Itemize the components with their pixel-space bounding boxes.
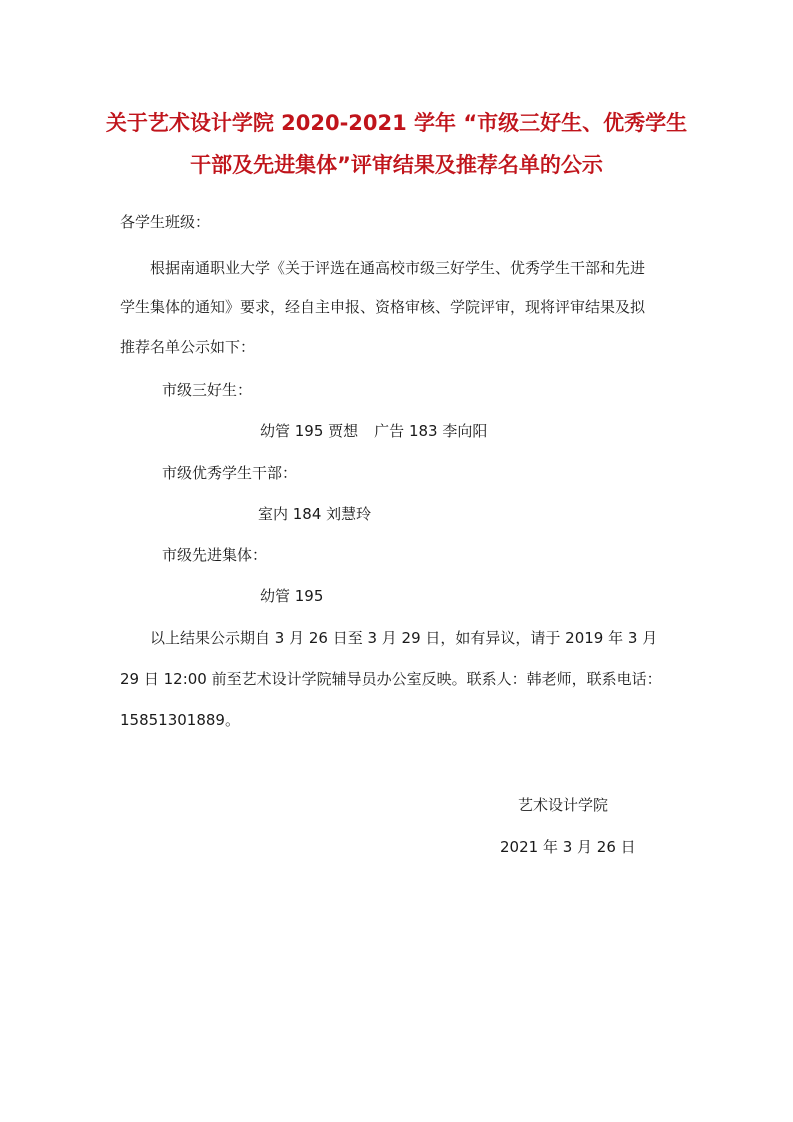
signature-date: 2021 年 3 月 26 日 [500,838,636,856]
notice-line-3: 15851301889。 [120,711,240,729]
sanhao-name-1: 幼管 195 贾想 [260,422,359,440]
intro-line-3: 推荐名单公示如下： [120,338,256,356]
salutation: 各学生班级： [120,213,211,231]
signature-org: 艺术设计学院 [518,796,609,814]
ganbu-names: 室内 184 刘慧玲 [258,505,372,523]
document-title-line-2: 干部及先进集体”评审结果及推荐名单的公示 [190,153,603,177]
notice-line-1: 以上结果公示期自 3 月 26 日至 3 月 29 日，如有异议，请于 2019 年 3 月 [150,629,658,647]
intro-line-1: 根据南通职业大学《关于评选在通高校市级三好学生、优秀学生干部和先进 [150,259,646,277]
sanhao-name-2: 广告 183 李向阳 [374,422,488,440]
ganbu-label: 市级优秀学生干部： [162,464,298,482]
notice-line-2: 29 日 12:00 前至艺术设计学院辅导员办公室反映。联系人：韩老师，联系电话： [120,670,662,688]
document-title-line-1: 关于艺术设计学院 2020-2021 学年 “市级三好生、优秀学生 [105,111,688,135]
jiti-names: 幼管 195 [260,587,324,605]
intro-line-2: 学生集体的通知》要求，经自主申报、资格审核、学院评审，现将评审结果及拟 [120,298,646,316]
sanhao-names [260,421,487,441]
jiti-label: 市级先进集体： [162,546,268,564]
sanhao-label: 市级三好生： [162,381,253,399]
